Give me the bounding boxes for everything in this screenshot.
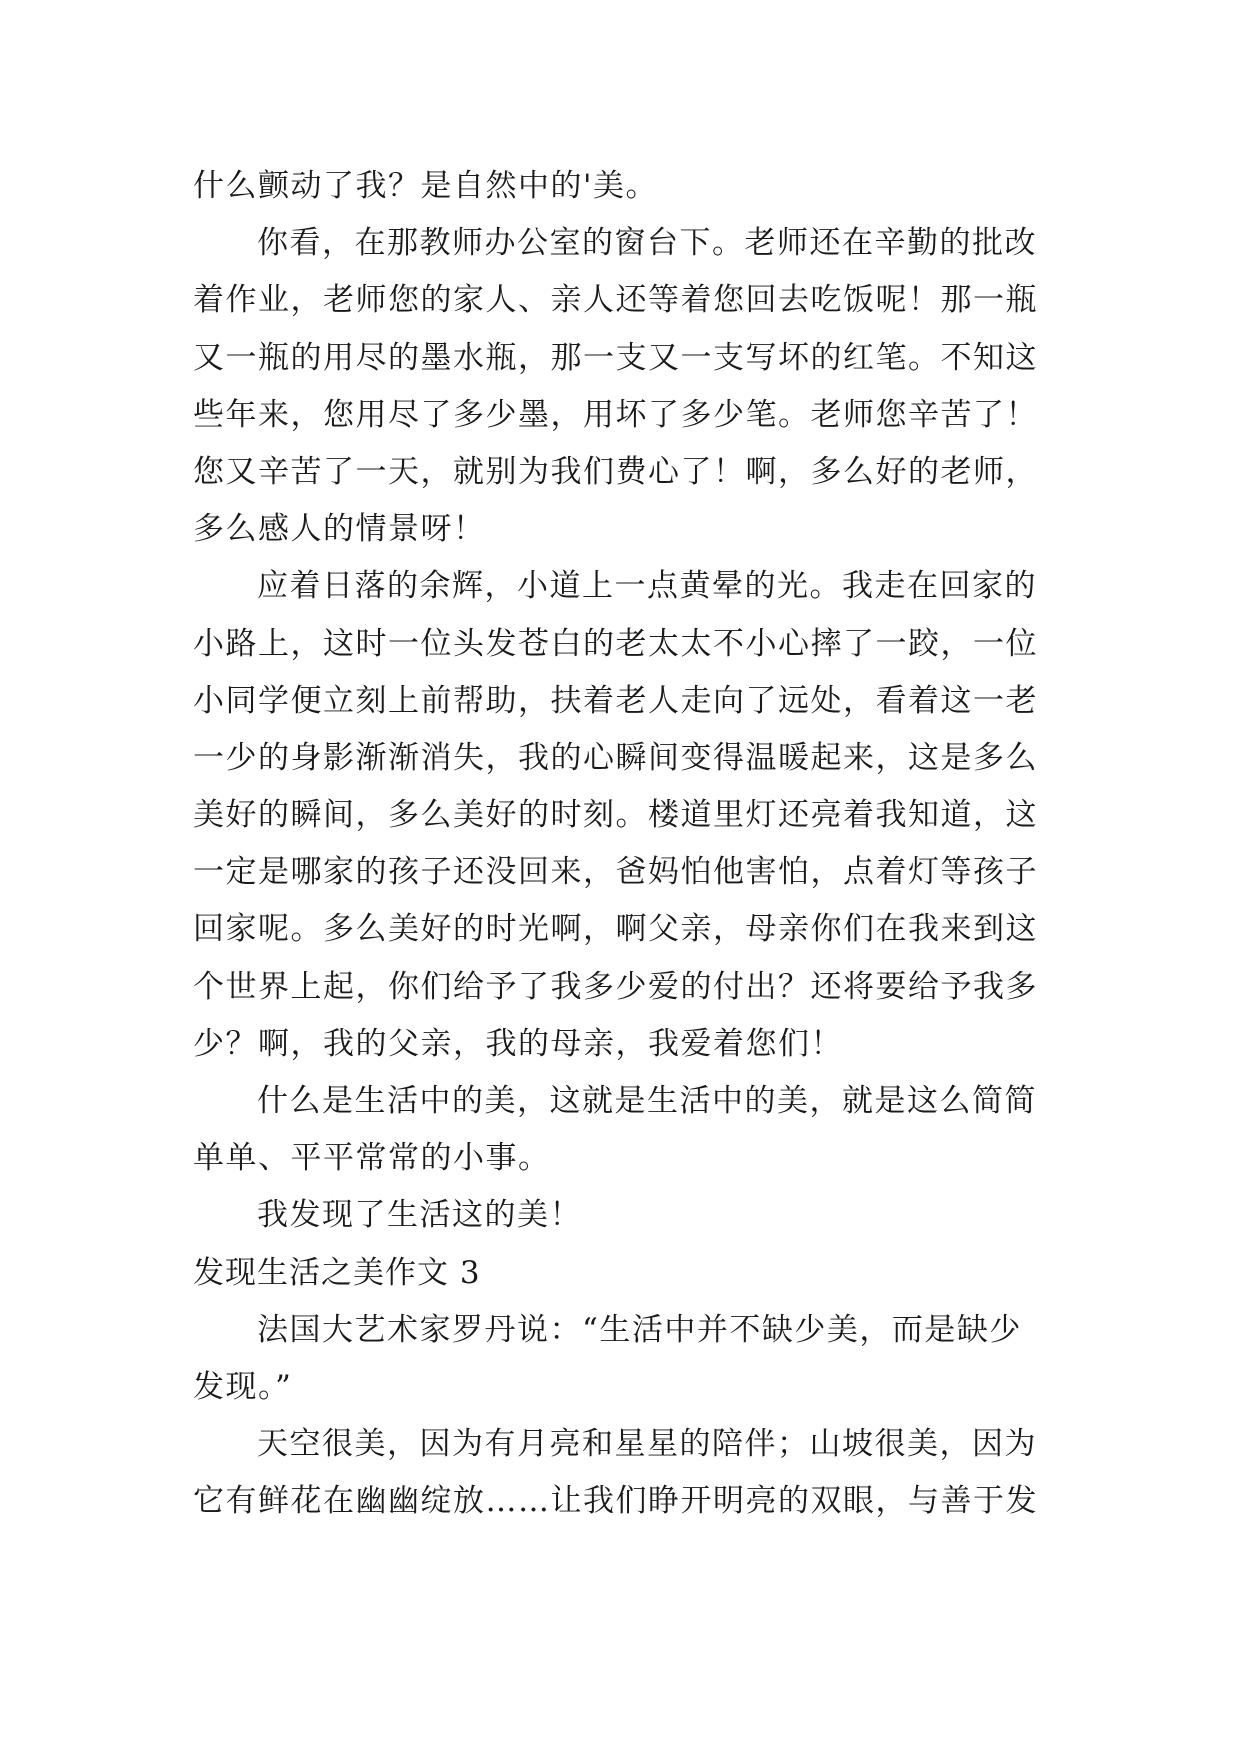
text-line: 一定是哪家的孩子还没回来，爸妈怕他害怕，点着灯等孩子 bbox=[193, 854, 1038, 891]
essay-body bbox=[193, 158, 1053, 1531]
text-line: 什么颤动了我？是自然中的'美。 bbox=[193, 168, 659, 204]
paragraph-start-line: 天空很美，因为有月亮和星星的陪伴；山坡很美，因为 bbox=[257, 1426, 1037, 1463]
text-line: 少？啊，我的父亲，我的母亲，我爱着您们！ bbox=[193, 1025, 843, 1062]
text-line: 个世界上起，你们给予了我多少爱的付出？还将要给予我多 bbox=[193, 968, 1038, 1005]
text-line: 小路上，这时一位头发苍白的老太太不小心摔了一跤，一位 bbox=[193, 625, 1038, 662]
text-line: 您又辛苦了一天，就别为我们费心了！啊，多么好的老师， bbox=[193, 453, 1038, 490]
text-line: 些年来，您用尽了多少墨，用坏了多少笔。老师您辛苦了！ bbox=[193, 396, 1038, 433]
section-heading: 发现生活之美作文 3 bbox=[193, 1254, 481, 1291]
text-line: 一少的身影渐渐消失，我的心瞬间变得温暖起来，这是多么 bbox=[193, 739, 1038, 776]
text-line: 美好的瞬间，多么美好的时刻。楼道里灯还亮着我知道，这 bbox=[193, 797, 1038, 834]
text-line: 发现。” bbox=[193, 1368, 293, 1405]
text-line: 它有鲜花在幽幽绽放……让我们睁开明亮的双眼，与善于发 bbox=[193, 1483, 1038, 1520]
text-line: 单单、平平常常的小事。 bbox=[193, 1140, 551, 1177]
paragraph-start-line: 法国大艺术家罗丹说：“生活中并不缺少美，而是缺少 bbox=[257, 1311, 1022, 1348]
text-line: 又一瓶的用尽的墨水瓶，那一支又一支写坏的红笔。不知这 bbox=[193, 339, 1038, 376]
paragraph-start-line: 什么是生活中的美，这就是生活中的美，就是这么简简 bbox=[257, 1083, 1037, 1119]
paragraph-start-line: 应着日落的余辉，小道上一点黄晕的光。我走在回家的 bbox=[257, 568, 1037, 605]
paragraph-start-line: 你看，在那教师办公室的窗台下。老师还在辛勤的批改 bbox=[257, 225, 1037, 262]
text-line: 着作业，老师您的家人、亲人还等着您回去吃饭呢！那一瓶 bbox=[193, 282, 1038, 319]
paragraph-start-line: 我发现了生活这的美！ bbox=[257, 1197, 582, 1234]
text-line: 多么感人的情景呀！ bbox=[193, 511, 486, 548]
text-line: 回家呢。多么美好的时光啊，啊父亲，母亲你们在我来到这 bbox=[193, 911, 1038, 948]
text-line: 小同学便立刻上前帮助，扶着老人走向了远处，看着这一老 bbox=[193, 682, 1038, 719]
